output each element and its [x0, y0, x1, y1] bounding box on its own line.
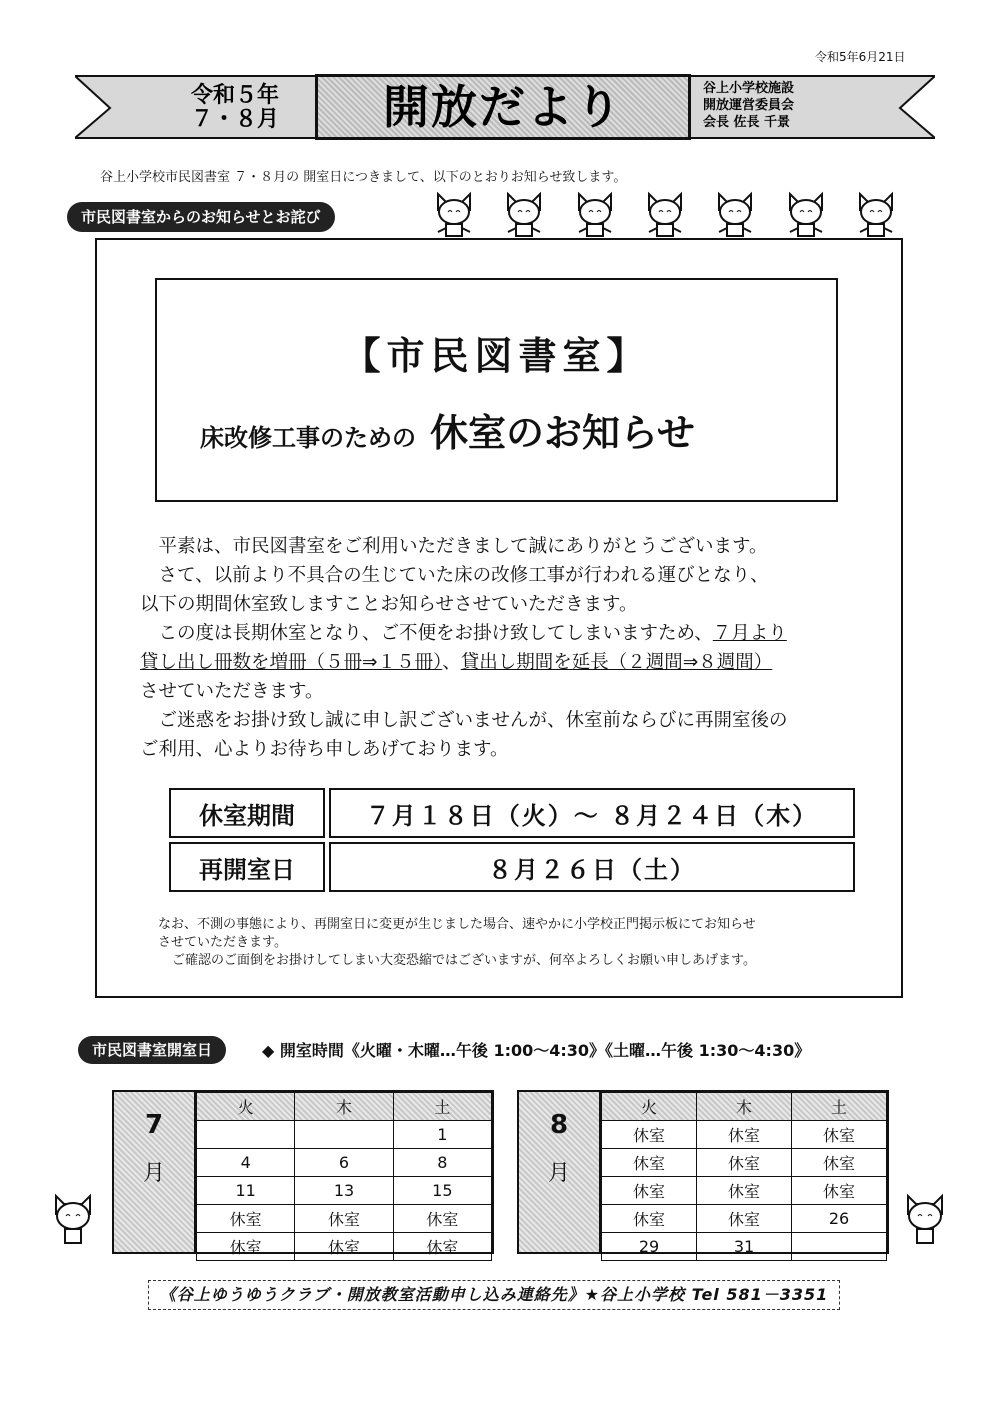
publisher-chair: 会長 佐長 千景 [703, 115, 791, 130]
table-row [197, 1233, 492, 1261]
banner-publisher [703, 80, 823, 131]
calendar-cell: 休室 [697, 1149, 792, 1177]
body-line-3: 以下の期間休室致しますことお知らせさせていただきます。 [140, 594, 638, 615]
mascot-icon [500, 188, 548, 242]
calendar-cell: 休室 [295, 1205, 393, 1233]
calendar-cell: 11 [197, 1177, 295, 1205]
contact-footer: 《谷上ゆうゆうクラブ・開放教室活動申し込み連絡先》★谷上小学校 Tel 581－3351 [148, 1280, 840, 1310]
reopen-value: ８月２６日（土） [329, 842, 855, 892]
weekday-sat: 土 [393, 1093, 491, 1121]
month-number: 8 [549, 1110, 569, 1140]
calendar-cell [792, 1233, 887, 1261]
calendar-cell: 休室 [792, 1177, 887, 1205]
table-row [197, 1177, 492, 1205]
month-label [114, 1092, 196, 1252]
calendar-cell: 休室 [602, 1121, 697, 1149]
calendar-grid [601, 1092, 887, 1261]
publisher-school: 谷上小学校施設 [703, 81, 795, 96]
banner-title-box [315, 74, 691, 140]
mascot-icon [571, 188, 619, 242]
calendar-cell: 31 [697, 1233, 792, 1261]
opening-hours: ◆ 開室時間《火曜・木曜…午後 1:00～4:30》《土曜…午後 1:30～4:30》 [262, 1041, 811, 1060]
footnote [158, 916, 878, 970]
month-label [519, 1092, 601, 1252]
calendar-cell: 休室 [197, 1233, 295, 1261]
body-line-4-underlined: ７月より [712, 623, 787, 644]
banner-title: 開放だより [383, 80, 623, 134]
calendar-cell: 8 [393, 1149, 491, 1177]
table-row [197, 1205, 492, 1233]
calendar-cell: 休室 [602, 1149, 697, 1177]
banner-months: ７・８月 [190, 107, 279, 132]
calendar-cell: 休室 [393, 1233, 491, 1261]
mascot-icon [900, 1188, 950, 1248]
notice-body [140, 532, 890, 764]
closure-period-row [169, 788, 855, 838]
weekday-header [602, 1093, 887, 1121]
weekday-thu: 木 [295, 1093, 393, 1121]
table-row [602, 1121, 887, 1149]
calendar-cell: 休室 [697, 1205, 792, 1233]
body-line-2: さて、以前より不具合の生じていた床の改修工事が行われる運びとなり、 [158, 565, 769, 586]
reopen-label: 再開室日 [169, 842, 325, 892]
mascot-row [430, 188, 900, 242]
weekday-tue: 火 [602, 1093, 697, 1121]
body-line-5-books: 貸し出し冊数を増冊（５冊⇒１５冊） [140, 652, 443, 673]
intro-text: 谷上小学校市民図書室 ７・８月の 開室日につきまして、以下のとおりお知らせ致します。 [100, 170, 627, 185]
calendar-cell: 4 [197, 1149, 295, 1177]
calendar-cell: 休室 [197, 1205, 295, 1233]
notice-reason: 床改修工事のための [200, 424, 416, 452]
calendar-cell: 休室 [792, 1149, 887, 1177]
calendar-cell: 15 [393, 1177, 491, 1205]
footnote-line-2: させていただきます。 [158, 935, 287, 950]
month-number: 7 [144, 1110, 164, 1140]
body-line-8: ご利用、心よりお待ち申しあげております。 [140, 739, 509, 760]
mascot-icon [641, 188, 689, 242]
section-heading-notice: 市民図書室からのお知らせとお詫び [67, 202, 335, 232]
table-row [602, 1233, 887, 1261]
closure-period-value: ７月１８日（火）～ ８月２４日（木） [329, 788, 855, 838]
mascot-icon [852, 188, 900, 242]
closure-table [165, 784, 859, 896]
weekday-sat: 土 [792, 1093, 887, 1121]
table-row [197, 1149, 492, 1177]
banner-period [175, 84, 295, 132]
calendar-cell [197, 1121, 295, 1149]
calendar-cell: 休室 [602, 1205, 697, 1233]
closure-period-label: 休室期間 [169, 788, 325, 838]
notice-title-box [155, 278, 838, 502]
calendar-cell: 1 [393, 1121, 491, 1149]
notice-subtitle [200, 402, 820, 457]
body-line-5-comma: 、 [442, 652, 461, 673]
mascot-icon [430, 188, 478, 242]
month-char: 月 [142, 1161, 165, 1186]
calendar-cell: 休室 [792, 1121, 887, 1149]
calendar-cell: 休室 [602, 1177, 697, 1205]
body-line-1: 平素は、市民図書室をご利用いただきまして誠にありがとうございます。 [158, 536, 768, 557]
footnote-line-3: ご確認のご面倒をお掛けしてしまい大変恐縮ではございますが、何卒よろしくお願い申しあげます。 [172, 953, 756, 968]
table-row [602, 1149, 887, 1177]
notice-title: 【市民図書室】 [342, 334, 651, 378]
footnote-line-1: なお、不測の事態により、再開室日に変更が生じました場合、速やかに小学校正門掲示板にてお知らせ [158, 917, 756, 932]
table-row [197, 1121, 492, 1149]
calendar-grid [196, 1092, 492, 1261]
publisher-committee: 開放運営委員会 [703, 98, 795, 113]
month-char: 月 [547, 1161, 570, 1186]
calendar-cell: 休室 [697, 1177, 792, 1205]
body-line-7: ご迷惑をお掛け致し誠に申し訳ございませんが、休室前ならびに再開室後の [158, 710, 788, 731]
issue-date: 令和5年6月21日 [815, 50, 906, 64]
calendar-cell: 29 [602, 1233, 697, 1261]
mascot-icon [711, 188, 759, 242]
notice-closure-heading: 休室のお知らせ [430, 411, 695, 455]
reopen-row [169, 842, 855, 892]
mascot-icon [782, 188, 830, 242]
body-line-5-period: 貸出し期間を延長（２週間⇒８週間） [460, 652, 773, 673]
calendar-cell: 休室 [393, 1205, 491, 1233]
calendar-cell: 休室 [697, 1121, 792, 1149]
body-line-4: この度は長期休室となり、ご不便をお掛け致してしまいますため、 [158, 623, 713, 644]
calendar-cell: 26 [792, 1205, 887, 1233]
calendar-cell: 13 [295, 1177, 393, 1205]
calendar-cell: 休室 [295, 1233, 393, 1261]
weekday-header [197, 1093, 492, 1121]
banner-year: 令和５年 [190, 83, 279, 108]
calendar-cell [295, 1121, 393, 1149]
section-heading-open-days: 市民図書室開室日 [78, 1036, 226, 1064]
calendar-cell: 6 [295, 1149, 393, 1177]
mascot-icon [48, 1188, 98, 1248]
weekday-thu: 木 [697, 1093, 792, 1121]
calendar-july [112, 1090, 494, 1257]
table-row [602, 1205, 887, 1233]
table-row [602, 1177, 887, 1205]
calendar-august [517, 1090, 889, 1254]
body-line-6: させていただきます。 [140, 681, 324, 702]
weekday-tue: 火 [197, 1093, 295, 1121]
